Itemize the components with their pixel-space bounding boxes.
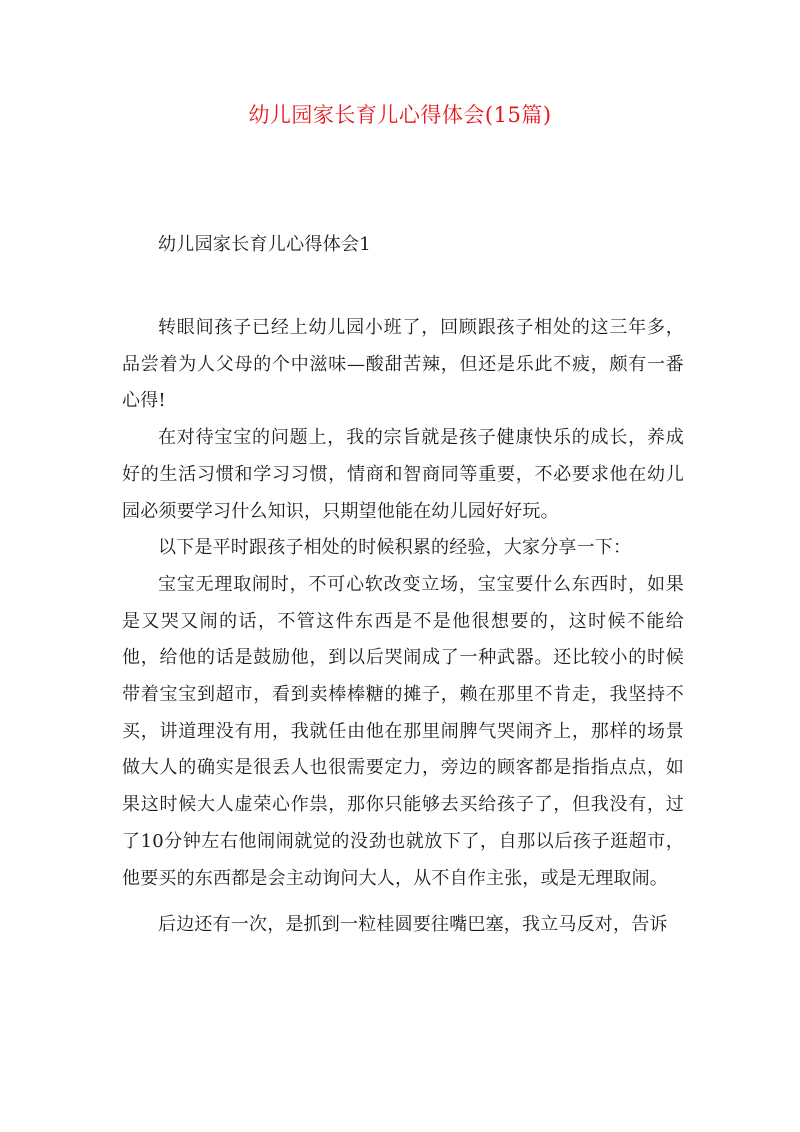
paragraph-3: 以下是平时跟孩子相处的时候积累的经验，大家分享一下：	[158, 537, 632, 559]
paragraph-4: 宝宝无理取闹时，不可心软改变立场，宝宝要什么东西时，如果是又哭又闹的话，不管这件东西是不是他很想要的，这时候不能给他，给他的话是鼓励他，到以后哭闹成了一种武器。还比较小的时候带着宝宝到超市，看到卖棒棒糖的摊子，赖在那里不肯走，我坚持不买，讲道理没有用，我就任由他在那里闹脾气哭闹齐上，那样的场景做大人的确实是很丢人也很需要定力，旁边的顾客都是指指点点，如果这时候大人虚荣心作祟，那你只能够去买给孩子了，但我没有，过了10分钟左右他闹闹就觉的没劲也就放下了，自那以后孩子逛超市，他要买的东西都是会主动询问大人，从不自作主张，或是无理取闹。	[122, 573, 684, 889]
document-body	[122, 310, 684, 944]
section-heading: 幼儿园家长育儿心得体会1	[158, 234, 372, 255]
paragraph-5: 后边还有一次，是抓到一粒桂圆要往嘴巴塞，我立马反对，告诉	[158, 914, 668, 936]
document-title: 幼儿园家长育儿心得体会(15篇)	[248, 103, 552, 127]
paragraph-1: 转眼间孩子已经上幼儿园小班了，回顾跟孩子相处的这三年多，品尝着为人父母的个中滋味—酸甜苦辣，但还是乐此不疲，颇有一番心得!	[122, 317, 684, 412]
paragraph-2: 在对待宝宝的问题上，我的宗旨就是孩子健康快乐的成长，养成好的生活习惯和学习习惯，情商和智商同等重要，不必要求他在幼儿园必须要学习什么知识，只期望他能在幼儿园好好玩。	[122, 427, 684, 522]
